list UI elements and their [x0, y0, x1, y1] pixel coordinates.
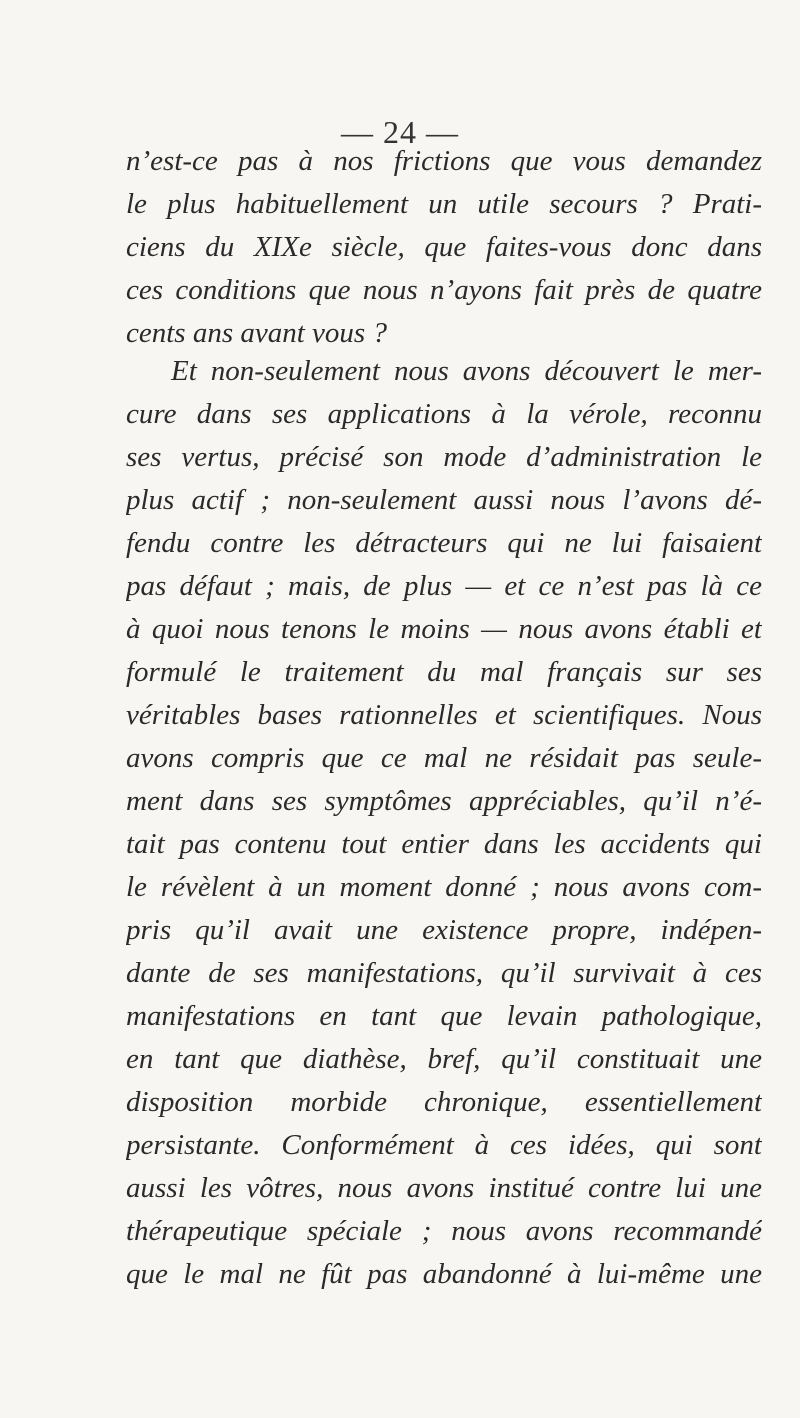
text-line: pris qu’il avait une existence propre, indépen-	[126, 914, 762, 946]
text-line: cure dans ses applications à la vérole, reconnu	[126, 398, 762, 430]
text-line: Et non-seulement nous avons découvert le mer-	[171, 355, 762, 387]
page-number: — 24 —	[341, 114, 459, 150]
text-line: ment dans ses symptômes appréciables, qu’il n’é-	[126, 785, 762, 817]
text-line: manifestations en tant que levain pathologique,	[126, 1000, 762, 1032]
text-line: véritables bases rationnelles et scientifiques. Nous	[126, 699, 762, 731]
paragraph-2	[126, 350, 762, 1296]
text-line: disposition morbide chronique, essentiellement	[126, 1086, 762, 1118]
text-line: le révèlent à un moment donné ; nous avons com-	[126, 871, 762, 903]
text-line: à quoi nous tenons le moins — nous avons établi et	[126, 613, 762, 645]
text-line: dante de ses manifestations, qu’il survivait à ces	[126, 957, 762, 989]
text-line: ses vertus, précisé son mode d’administration le	[126, 441, 762, 473]
text-line: fendu contre les détracteurs qui ne lui faisaient	[126, 527, 762, 559]
text-line: ces conditions que nous n’ayons fait près de quatre	[126, 274, 762, 306]
text-line: n’est-ce pas à nos frictions que vous demandez	[126, 145, 762, 177]
text-line: cents ans avant vous ?	[126, 317, 387, 349]
text-line: plus actif ; non-seulement aussi nous l’avons dé-	[126, 484, 762, 516]
text-line: en tant que diathèse, bref, qu’il constituait une	[126, 1043, 762, 1075]
text-line: le plus habituellement un utile secours ? Prati-	[126, 188, 762, 220]
text-line: formulé le traitement du mal français sur ses	[126, 656, 762, 688]
text-line: avons compris que ce mal ne résidait pas seule-	[126, 742, 762, 774]
paragraph-1	[126, 140, 762, 355]
text-line: ciens du XIXe siècle, que faites-vous donc dans	[126, 231, 762, 263]
text-line: que le mal ne fût pas abandonné à lui-même une	[126, 1258, 762, 1290]
text-line: pas défaut ; mais, de plus — et ce n’est pas là ce	[126, 570, 762, 602]
text-line: aussi les vôtres, nous avons institué contre lui une	[126, 1172, 762, 1204]
text-line: thérapeutique spéciale ; nous avons recommandé	[126, 1215, 762, 1247]
text-line: persistante. Conformément à ces idées, qui sont	[126, 1129, 762, 1161]
text-line: tait pas contenu tout entier dans les accidents qui	[126, 828, 762, 860]
